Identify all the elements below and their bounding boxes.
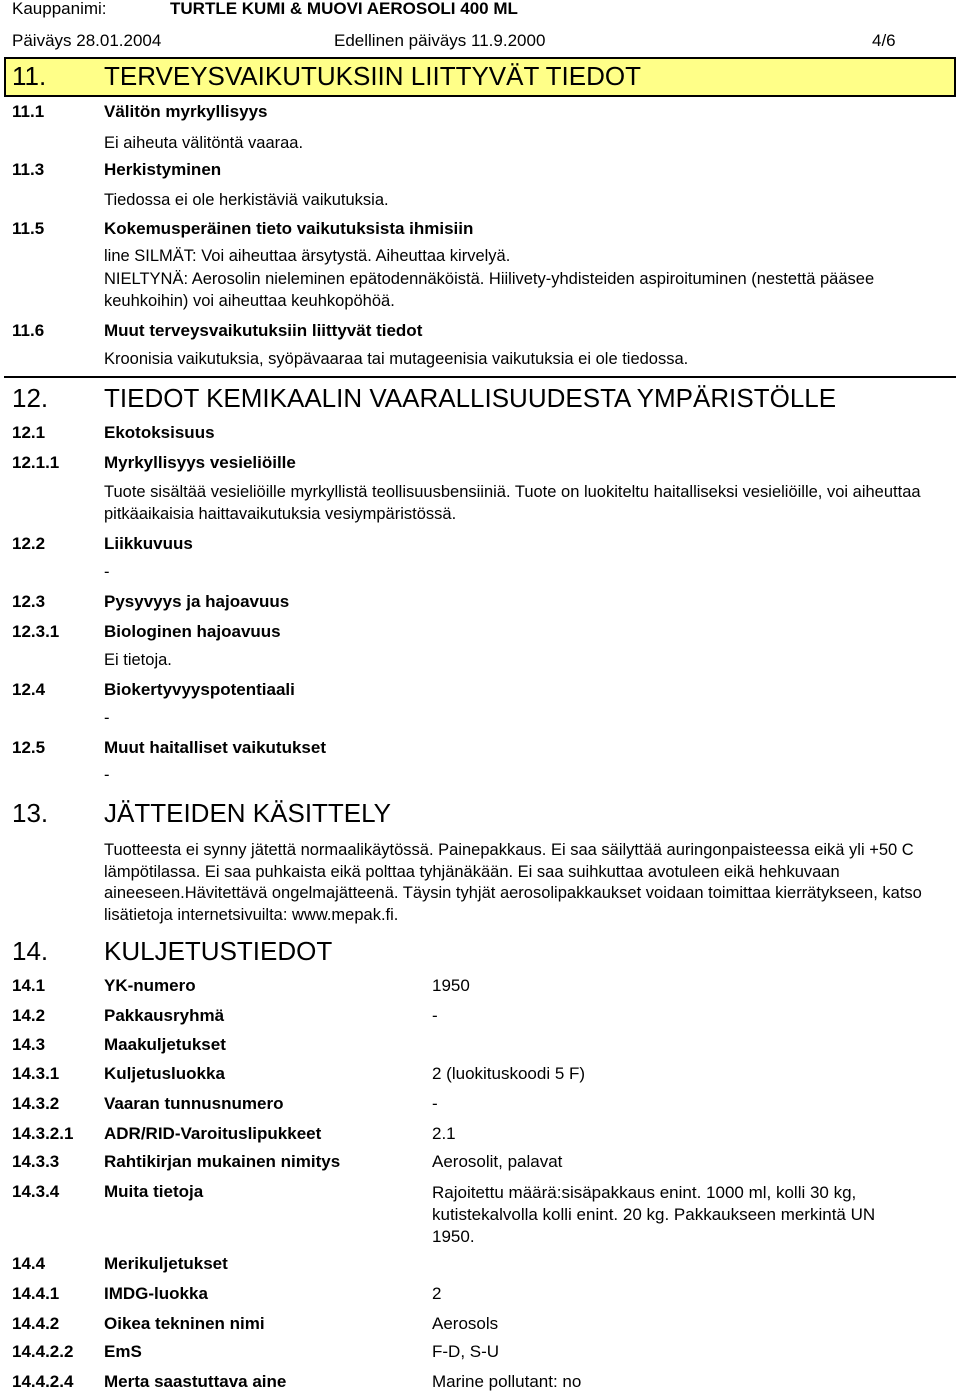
page-number: 4/6 bbox=[872, 31, 896, 50]
row-12-3-label: Pysyvyys ja hajoavuus bbox=[104, 592, 290, 611]
row-11-6-label: Muut terveysvaikutuksiin liittyvät tiedot bbox=[104, 321, 423, 340]
transport-row-value: F-D, S-U bbox=[432, 1342, 500, 1361]
section-14-title: KULJETUSTIEDOT bbox=[104, 936, 333, 966]
transport-row-label: Oikea tekninen nimi bbox=[104, 1314, 265, 1333]
row-11-1-number: 11.1 bbox=[12, 102, 45, 121]
section-12-number: 12. bbox=[12, 383, 49, 413]
row-12-3-number: 12.3 bbox=[12, 592, 46, 611]
row-12-4-label: Biokertyvyyspotentiaali bbox=[104, 680, 295, 699]
row-12-3-1-label: Biologinen hajoavuus bbox=[104, 622, 281, 641]
row-11-1-label: Välitön myrkyllisyys bbox=[104, 102, 268, 121]
row-11-6-text: Kroonisia vaikutuksia, syöpävaaraa tai mutageenisia vaikutuksia ei ole tiedossa. bbox=[104, 350, 689, 368]
section-11-number: 11. bbox=[12, 61, 47, 91]
row-12-2-text: - bbox=[104, 563, 110, 581]
transport-row-number: 14.3.2 bbox=[12, 1094, 60, 1113]
date: Päiväys 28.01.2004 bbox=[12, 31, 162, 50]
row-12-2-number: 12.2 bbox=[12, 534, 46, 553]
product-name: TURTLE KUMI & MUOVI AEROSOLI 400 ML bbox=[170, 0, 518, 18]
row-11-5-label: Kokemusperäinen tieto vaikutuksista ihmisiin bbox=[104, 219, 474, 238]
row-12-5-label: Muut haitalliset vaikutukset bbox=[104, 738, 326, 757]
row-12-3-1-number: 12.3.1 bbox=[12, 622, 60, 641]
transport-row-label: Merta saastuttava aine bbox=[104, 1372, 287, 1391]
transport-row-value: 2 (luokituskoodi 5 F) bbox=[432, 1064, 586, 1083]
transport-row-value: Aerosols bbox=[432, 1314, 499, 1333]
row-11-6-number: 11.6 bbox=[12, 321, 45, 340]
transport-row-number: 14.4.1 bbox=[12, 1284, 60, 1303]
row-12-5-number: 12.5 bbox=[12, 738, 46, 757]
transport-row-number: 14.4.2.4 bbox=[12, 1372, 74, 1391]
transport-row-number: 14.4.2 bbox=[12, 1314, 60, 1333]
row-12-1-label: Ekotoksisuus bbox=[104, 423, 215, 442]
transport-row-number: 14.3.3 bbox=[12, 1152, 60, 1171]
section-13-title: JÄTTEIDEN KÄSITTELY bbox=[104, 798, 392, 828]
row-12-1-1-text: Tuote sisältää vesieliöille myrkyllistä teollisuusbensiiniä. Tuote on luokiteltu haitalliseksi vesieliöille, voi aiheuttaa pitkäaikaisia haittavaikutuksia vesiympäristössä. bbox=[104, 483, 921, 523]
row-11-3-text: Tiedossa ei ole herkistäviä vaikutuksia. bbox=[104, 191, 389, 209]
row-12-2-label: Liikkuvuus bbox=[104, 534, 193, 553]
transport-row-label: Merikuljetukset bbox=[104, 1254, 228, 1273]
transport-row-label: Vaaran tunnusnumero bbox=[104, 1094, 284, 1113]
section-13-number: 13. bbox=[12, 798, 49, 828]
transport-row-label: Muita tietoja bbox=[104, 1182, 204, 1201]
transport-row-label: Rahtikirjan mukainen nimitys bbox=[104, 1152, 341, 1171]
row-12-5-text: - bbox=[104, 766, 110, 784]
row-11-5-number: 11.5 bbox=[12, 219, 45, 238]
transport-row-value: Marine pollutant: no bbox=[432, 1372, 582, 1391]
row-12-1-number: 12.1 bbox=[12, 423, 46, 442]
transport-row-value: Rajoitettu määrä:sisäpakkaus enint. 1000 ml, kolli 30 kg, kutistekalvolla kolli enint. 20 kg. Pakkaukseen merkintä UN 1950. bbox=[432, 1183, 876, 1246]
transport-row-value: - bbox=[432, 1094, 438, 1113]
transport-row-label: Kuljetusluokka bbox=[104, 1064, 225, 1083]
transport-row-value: - bbox=[432, 1006, 438, 1025]
transport-row-value: 1950 bbox=[432, 976, 470, 995]
row-12-1-1-number: 12.1.1 bbox=[12, 453, 60, 472]
section-14-number: 14. bbox=[12, 936, 49, 966]
row-12-3-1-text: Ei tietoja. bbox=[104, 651, 172, 669]
row-12-1-1-label: Myrkyllisyys vesieliöille bbox=[104, 453, 296, 472]
transport-row-value: 2.1 bbox=[432, 1124, 456, 1143]
section-11-title: TERVEYSVAIKUTUKSIIN LIITTYVÄT TIEDOT bbox=[104, 61, 641, 91]
product-label: Kauppanimi: bbox=[12, 0, 107, 18]
transport-row-label: Pakkausryhmä bbox=[104, 1006, 225, 1025]
transport-row-number: 14.2 bbox=[12, 1006, 46, 1025]
transport-row-label: EmS bbox=[104, 1342, 142, 1361]
transport-row-label: IMDG-luokka bbox=[104, 1284, 208, 1303]
transport-row-number: 14.3 bbox=[12, 1035, 46, 1054]
transport-row-value: 2 bbox=[432, 1284, 442, 1303]
row-11-5-text-ingestion: NIELTYNÄ: Aerosolin nieleminen epätodennäköistä. Hiilivety-yhdisteiden aspiroituminen (nestettä pääsee keuhkoihin) voi aiheuttaa keuhkopöhöä. bbox=[104, 270, 875, 310]
section-13-text: Tuotteesta ei synny jätettä normaalikäytössä. Painepakkaus. Ei saa säilyttää auringonpaisteessa eikä yli +50 C lämpötilassa. Ei saa puhkaista eikä polttaa tyhjänäkään. Ei saa suihkuttaa avotuleen eikä hehkuvaan aineeseen.Hävitettävä ongelmajätteenä. Täysin tyhjät aerosolipakkaukset voidaan toimittaa kierrätykseen, katso lisätietoja internetsivuilta: www.mepak.fi. bbox=[104, 841, 922, 924]
transport-row-label: YK-numero bbox=[104, 976, 196, 995]
transport-row-label: ADR/RID-Varoituslipukkeet bbox=[104, 1124, 322, 1143]
row-12-4-text: - bbox=[104, 709, 110, 727]
transport-row-number: 14.4.2.2 bbox=[12, 1342, 74, 1361]
row-11-5-text-eyes: line SILMÄT: Voi aiheuttaa ärsytystä. Aiheuttaa kirvelyä. bbox=[104, 247, 511, 265]
transport-row-number: 14.3.1 bbox=[12, 1064, 60, 1083]
transport-row-value: Aerosolit, palavat bbox=[432, 1152, 563, 1171]
transport-row-label: Maakuljetukset bbox=[104, 1035, 226, 1054]
section-12-title: TIEDOT KEMIKAALIN VAARALLISUUDESTA YMPÄRISTÖLLE bbox=[104, 383, 837, 413]
transport-row-number: 14.1 bbox=[12, 976, 46, 995]
row-12-4-number: 12.4 bbox=[12, 680, 46, 699]
row-11-3-number: 11.3 bbox=[12, 160, 45, 179]
transport-row-number: 14.3.2.1 bbox=[12, 1124, 74, 1143]
transport-row-number: 14.3.4 bbox=[12, 1182, 60, 1201]
row-11-1-text: Ei aiheuta välitöntä vaaraa. bbox=[104, 134, 304, 152]
transport-row-number: 14.4 bbox=[12, 1254, 46, 1273]
row-11-3-label: Herkistyminen bbox=[104, 160, 222, 179]
previous-date: Edellinen päiväys 11.9.2000 bbox=[334, 31, 546, 50]
